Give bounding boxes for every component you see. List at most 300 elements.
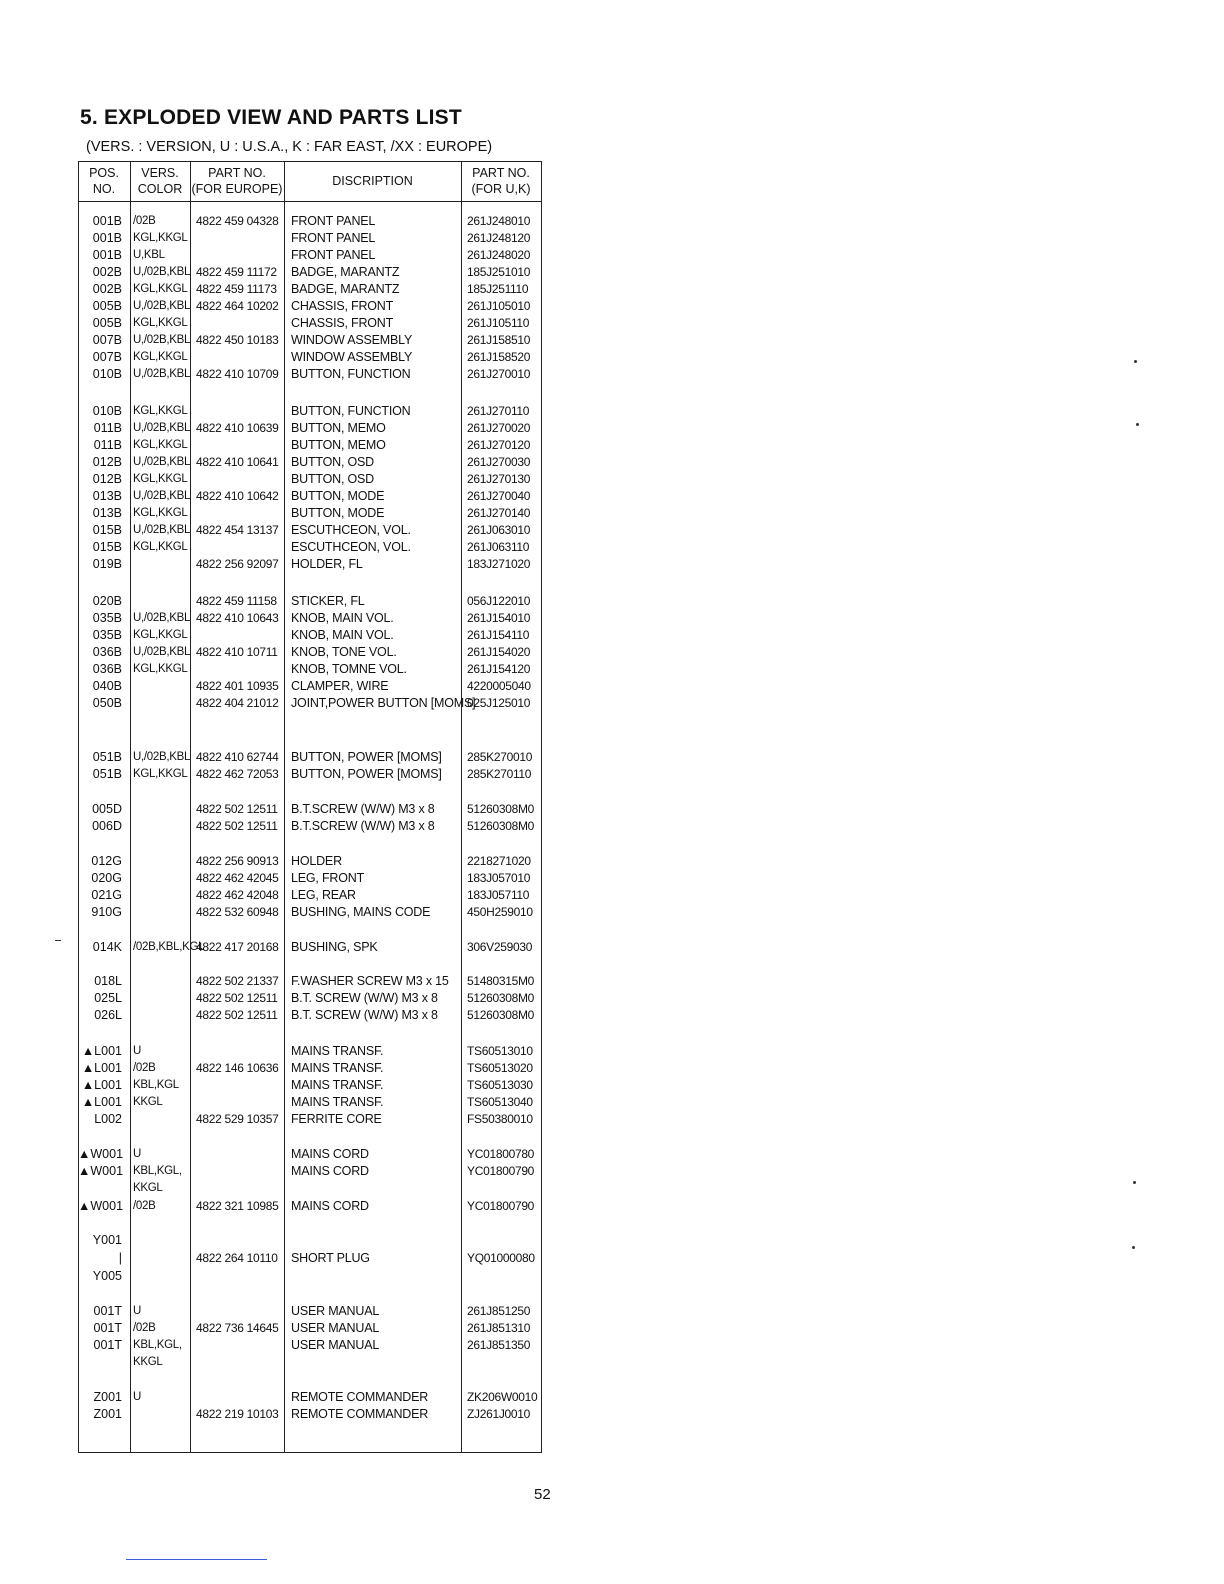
table-row <box>78 556 542 573</box>
version-legend: (VERS. : VERSION, U : U.S.A., K : FAR EAST, /XX : EUROPE) <box>86 139 493 155</box>
part-no-uk-cell: 025J125010 <box>467 696 531 710</box>
description-cell: USER MANUAL <box>291 1338 380 1352</box>
table-row <box>78 939 542 956</box>
part-no-uk-cell: 4220005040 <box>467 679 531 693</box>
part-no-uk-cell: 261J270030 <box>467 455 531 469</box>
header-vers-line1: VERS. <box>141 166 179 180</box>
table-row <box>78 1303 542 1320</box>
description-cell: LEG, FRONT <box>291 871 365 885</box>
pos-cell: 001B <box>92 214 122 228</box>
version-cell: U <box>133 1045 142 1057</box>
part-no-uk-cell: ZJ261J0010 <box>467 1407 531 1421</box>
pos-cell: 012G <box>91 854 122 868</box>
part-no-uk-cell: TS60513020 <box>467 1061 533 1075</box>
part-no-uk-cell: TS60513040 <box>467 1095 533 1109</box>
pos-cell: ▲W001 <box>78 1199 124 1213</box>
part-no-uk-cell: TS60513030 <box>467 1078 533 1092</box>
pos-cell: 007B <box>92 333 122 347</box>
part-no-uk-cell: 261J154010 <box>467 611 531 625</box>
table-row <box>78 420 542 437</box>
pos-cell: 006D <box>92 819 122 833</box>
pos-cell: 012B <box>92 472 122 486</box>
part-no-uk-cell: 261J851250 <box>467 1304 531 1318</box>
pos-cell: Z001 <box>93 1390 122 1404</box>
part-no-europe-cell: 4822 410 10642 <box>196 489 279 503</box>
part-no-europe-cell: 4822 401 10935 <box>196 679 279 693</box>
description-cell: SHORT PLUG <box>291 1251 370 1265</box>
table-row <box>78 818 542 835</box>
pos-cell: 020G <box>91 871 122 885</box>
version-cell: KBL,KGL, <box>133 1339 182 1351</box>
table-row <box>78 488 542 505</box>
description-cell: ESCUTHCEON, VOL. <box>291 523 411 537</box>
table-row <box>78 454 542 471</box>
part-no-uk-cell: 261J105110 <box>467 316 530 330</box>
description-cell: KNOB, MAIN VOL. <box>291 611 394 625</box>
pos-cell: 910G <box>91 905 122 919</box>
description-cell: FRONT PANEL <box>291 231 376 245</box>
part-no-uk-cell: 183J271020 <box>467 557 531 571</box>
version-cell: /02B <box>133 1322 156 1334</box>
version-cell: /02B <box>133 1200 156 1212</box>
part-no-uk-cell: 261J270040 <box>467 489 531 503</box>
description-cell: CHASSIS, FRONT <box>291 299 394 313</box>
header-pos <box>78 161 130 201</box>
part-no-uk-cell: 185J251010 <box>467 265 531 279</box>
table-row <box>78 1250 542 1267</box>
part-no-europe-cell: 4822 502 12511 <box>196 1008 278 1022</box>
version-cell: /02B <box>133 215 156 227</box>
table-row <box>78 766 542 783</box>
version-cell: KGL,KKGL <box>133 541 188 553</box>
table-row <box>78 1406 542 1423</box>
pos-cell: 001B <box>92 231 122 245</box>
description-cell: MAINS TRANSF. <box>291 1095 384 1109</box>
version-cell: U <box>133 1305 142 1317</box>
part-no-europe-cell: 4822 410 10709 <box>196 367 279 381</box>
table-row <box>78 1146 542 1163</box>
part-no-uk-cell: 51480315M0 <box>467 974 535 988</box>
part-no-europe-cell: 4822 502 21337 <box>196 974 279 988</box>
table-row <box>78 627 542 644</box>
header-partno-uk-line2: (FOR U,K) <box>471 182 531 196</box>
version-cell: KGL,KKGL <box>133 473 188 485</box>
description-cell: REMOTE COMMANDER <box>291 1390 429 1404</box>
table-row <box>78 1007 542 1024</box>
part-no-uk-cell: YC01800790 <box>467 1164 535 1178</box>
pos-cell: 025L <box>94 991 122 1005</box>
table-row <box>78 887 542 904</box>
page-title: 5. EXPLODED VIEW AND PARTS LIST <box>80 106 462 129</box>
table-row <box>78 973 542 990</box>
description-cell: BUTTON, MEMO <box>291 438 386 452</box>
version-cell: U <box>133 1391 142 1403</box>
pos-cell: ▲W001 <box>78 1164 124 1178</box>
description-cell: JOINT,POWER BUTTON [MOMS] <box>291 696 476 710</box>
version-cell: U,/02B,KBL <box>133 368 191 380</box>
pos-cell: 015B <box>92 523 122 537</box>
part-no-europe-cell: 4822 146 10636 <box>196 1061 279 1075</box>
table-row <box>78 332 542 349</box>
table-bottom-border <box>78 1452 542 1453</box>
header-partno-uk-line1: PART NO. <box>472 166 530 180</box>
description-cell: MAINS CORD <box>291 1199 369 1213</box>
part-no-uk-cell: 261J158520 <box>467 350 531 364</box>
description-cell: BUTTON, OSD <box>291 472 374 486</box>
part-no-uk-cell: 261J851350 <box>467 1338 531 1352</box>
version-cell: KKGL <box>133 1356 163 1368</box>
part-no-uk-cell: 261J270020 <box>467 421 531 435</box>
description-cell: MAINS CORD <box>291 1164 369 1178</box>
part-no-uk-cell: 261J270120 <box>467 438 531 452</box>
part-no-uk-cell: 261J248120 <box>467 231 531 245</box>
version-cell: U,/02B,KBL <box>133 422 191 434</box>
part-no-europe-cell: 4822 502 12511 <box>196 802 278 816</box>
description-cell: HOLDER <box>291 854 342 868</box>
pos-cell: 011B <box>93 438 122 452</box>
version-cell: U,/02B,KBL <box>133 612 191 624</box>
pos-cell: Y001 <box>92 1233 122 1247</box>
version-cell: U,KBL <box>133 249 165 261</box>
pos-cell: 005D <box>92 802 122 816</box>
table-row <box>78 661 542 678</box>
part-no-uk-cell: 261J154020 <box>467 645 531 659</box>
table-row <box>78 1043 542 1060</box>
pos-cell: 035B <box>92 611 122 625</box>
table-row <box>78 247 542 264</box>
pos-cell: | <box>118 1251 122 1265</box>
pos-cell: 005B <box>92 316 122 330</box>
part-no-europe-cell: 4822 502 12511 <box>196 819 278 833</box>
pos-cell: Y005 <box>92 1269 122 1283</box>
part-no-uk-cell: 51260308M0 <box>467 802 535 816</box>
description-cell: USER MANUAL <box>291 1321 380 1335</box>
pos-cell: 010B <box>92 367 122 381</box>
description-cell: HOLDER, FL <box>291 557 363 571</box>
pos-cell: Z001 <box>93 1407 122 1421</box>
part-no-europe-cell: 4822 410 10641 <box>196 455 279 469</box>
part-no-europe-cell: 4822 256 92097 <box>196 557 279 571</box>
part-no-europe-cell: 4822 459 04328 <box>196 214 279 228</box>
part-no-europe-cell: 4822 410 10711 <box>196 645 278 659</box>
table-row <box>78 315 542 332</box>
part-no-uk-cell: 261J063010 <box>467 523 531 537</box>
version-cell: U,/02B,KBL <box>133 456 191 468</box>
version-cell: KGL,KKGL <box>133 232 188 244</box>
scan-speck <box>1133 1181 1136 1184</box>
part-no-uk-cell: 450H259010 <box>467 905 533 919</box>
description-cell: REMOTE COMMANDER <box>291 1407 429 1421</box>
pos-cell: 036B <box>92 662 122 676</box>
description-cell: WINDOW ASSEMBLY <box>291 333 413 347</box>
header-vers <box>130 161 190 201</box>
table-row <box>78 990 542 1007</box>
table-row <box>78 1198 542 1215</box>
scan-speck <box>55 940 61 941</box>
part-no-uk-cell: 183J057110 <box>467 888 530 902</box>
part-no-europe-cell: 4822 502 12511 <box>196 991 278 1005</box>
pos-cell: 014K <box>92 940 122 954</box>
version-cell: KKGL <box>133 1182 163 1194</box>
version-cell: KGL,KKGL <box>133 283 188 295</box>
part-no-europe-cell: 4822 450 10183 <box>196 333 279 347</box>
pos-cell: 050B <box>92 696 122 710</box>
table-row <box>78 749 542 766</box>
pos-cell: 001T <box>93 1338 122 1352</box>
description-cell: BUSHING, MAINS CODE <box>291 905 431 919</box>
description-cell: FERRITE CORE <box>291 1112 382 1126</box>
version-cell: KKGL <box>133 1096 163 1108</box>
part-no-uk-cell: YC01800780 <box>467 1147 535 1161</box>
part-no-uk-cell: TS60513010 <box>467 1044 533 1058</box>
table-row <box>78 695 542 712</box>
table-row <box>78 1060 542 1077</box>
version-cell: KGL,KKGL <box>133 768 188 780</box>
description-cell: BUTTON, MEMO <box>291 421 386 435</box>
version-cell: KGL,KKGL <box>133 663 188 675</box>
description-cell: CHASSIS, FRONT <box>291 316 394 330</box>
part-no-europe-cell: 4822 454 13137 <box>196 523 279 537</box>
description-cell: CLAMPER, WIRE <box>291 679 389 693</box>
part-no-uk-cell: 261J154110 <box>467 628 530 642</box>
pos-cell: 051B <box>92 767 122 781</box>
description-cell: KNOB, TOMNE VOL. <box>291 662 407 676</box>
version-cell: U,/02B,KBL <box>133 266 191 278</box>
version-cell: KBL,KGL <box>133 1079 179 1091</box>
table-row <box>78 505 542 522</box>
part-no-uk-cell: 51260308M0 <box>467 991 535 1005</box>
pos-cell: 002B <box>92 265 122 279</box>
table-row <box>78 870 542 887</box>
part-no-europe-cell: 4822 417 20168 <box>196 940 279 954</box>
table-row <box>78 610 542 627</box>
table-row <box>78 1094 542 1111</box>
version-cell: KGL,KKGL <box>133 507 188 519</box>
version-cell: U,/02B,KBL <box>133 751 191 763</box>
pos-cell: 011B <box>93 421 122 435</box>
part-no-europe-cell: 4822 410 10639 <box>196 421 279 435</box>
part-no-uk-cell: 261J154120 <box>467 662 531 676</box>
pos-cell: 007B <box>92 350 122 364</box>
part-no-europe-cell: 4822 529 10357 <box>196 1112 279 1126</box>
version-cell: /02B,KBL,KGL <box>133 941 205 953</box>
header-divider <box>78 201 542 202</box>
pos-cell: 012B <box>92 455 122 469</box>
description-cell: B.T. SCREW (W/W) M3 x 8 <box>291 1008 438 1022</box>
pos-cell: 035B <box>92 628 122 642</box>
pos-cell: ▲L001 <box>81 1095 122 1109</box>
description-cell: F.WASHER SCREW M3 x 15 <box>291 974 449 988</box>
part-no-europe-cell: 4822 462 72053 <box>196 767 279 781</box>
header-description-text: DISCRIPTION <box>332 174 413 188</box>
pos-cell: 021G <box>91 888 122 902</box>
part-no-europe-cell: 4822 321 10985 <box>196 1199 279 1213</box>
table-row <box>78 1337 542 1354</box>
scan-speck <box>1136 423 1139 426</box>
part-no-europe-cell: 4822 532 60948 <box>196 905 279 919</box>
part-no-uk-cell: 185J251110 <box>467 282 529 296</box>
pos-cell: 036B <box>92 645 122 659</box>
part-no-uk-cell: 261J851310 <box>467 1321 531 1335</box>
version-cell: U,/02B,KBL <box>133 524 191 536</box>
part-no-uk-cell: 285K270110 <box>467 767 532 781</box>
description-cell: STICKER, FL <box>291 594 365 608</box>
version-cell: KGL,KKGL <box>133 629 188 641</box>
pos-cell: 013B <box>92 506 122 520</box>
pos-cell: 013B <box>92 489 122 503</box>
part-no-uk-cell: 51260308M0 <box>467 1008 535 1022</box>
version-cell: U <box>133 1148 142 1160</box>
pos-cell: 010B <box>92 404 122 418</box>
part-no-uk-cell: 261J270010 <box>467 367 531 381</box>
pos-cell: 005B <box>92 299 122 313</box>
pos-cell: 001B <box>92 248 122 262</box>
pos-cell: ▲W001 <box>78 1147 124 1161</box>
parts-table <box>78 161 542 1453</box>
table-row <box>78 298 542 315</box>
pos-cell: 026L <box>94 1008 122 1022</box>
part-no-europe-cell: 4822 462 42045 <box>196 871 279 885</box>
pos-cell: 040B <box>92 679 122 693</box>
description-cell: KNOB, MAIN VOL. <box>291 628 394 642</box>
description-cell: FRONT PANEL <box>291 248 376 262</box>
part-no-europe-cell: 4822 219 10103 <box>196 1407 279 1421</box>
version-cell: KGL,KKGL <box>133 405 188 417</box>
page-number: 52 <box>534 1486 551 1503</box>
part-no-uk-cell: 261J270140 <box>467 506 531 520</box>
description-cell: LEG, REAR <box>291 888 356 902</box>
description-cell: MAINS TRANSF. <box>291 1044 384 1058</box>
part-no-europe-cell: 4822 459 11173 <box>196 282 277 296</box>
description-cell: BUTTON, OSD <box>291 455 374 469</box>
description-cell: BADGE, MARANTZ <box>291 282 400 296</box>
part-no-uk-cell: 261J158510 <box>467 333 531 347</box>
description-cell: KNOB, TONE VOL. <box>291 645 397 659</box>
footer-rule <box>126 1559 267 1560</box>
part-no-uk-cell: 51260308M0 <box>467 819 535 833</box>
part-no-europe-cell: 4822 462 42048 <box>196 888 279 902</box>
version-cell: KGL,KKGL <box>133 439 188 451</box>
version-cell: U,/02B,KBL <box>133 300 191 312</box>
description-cell: BUTTON, POWER [MOMS] <box>291 750 442 764</box>
part-no-europe-cell: 4822 459 11172 <box>196 265 277 279</box>
description-cell: B.T. SCREW (W/W) M3 x 8 <box>291 991 438 1005</box>
table-row <box>78 1232 542 1249</box>
header-vers-line2: COLOR <box>137 182 183 196</box>
part-no-europe-cell: 4822 459 11158 <box>196 594 277 608</box>
part-no-uk-cell: 056J122010 <box>467 594 531 608</box>
version-cell: U,/02B,KBL <box>133 490 191 502</box>
table-row <box>78 1389 542 1406</box>
table-row <box>78 230 542 247</box>
table-row <box>78 644 542 661</box>
table-row <box>78 593 542 610</box>
table-row <box>78 853 542 870</box>
part-no-uk-cell: 261J248020 <box>467 248 531 262</box>
table-row <box>78 522 542 539</box>
table-row <box>78 471 542 488</box>
description-cell: WINDOW ASSEMBLY <box>291 350 413 364</box>
header-description <box>284 161 461 201</box>
version-cell: KGL,KKGL <box>133 317 188 329</box>
header-partno-line1: PART NO. <box>208 166 266 180</box>
part-no-uk-cell: ZK206W0010 <box>467 1390 538 1404</box>
pos-cell: 001T <box>93 1304 122 1318</box>
table-row <box>78 678 542 695</box>
table-row <box>78 349 542 366</box>
table-row <box>78 801 542 818</box>
version-cell: KGL,KKGL <box>133 351 188 363</box>
description-cell: ESCUTHCEON, VOL. <box>291 540 411 554</box>
table-row <box>78 1268 542 1285</box>
table-row <box>78 403 542 420</box>
part-no-europe-cell: 4822 736 14645 <box>196 1321 279 1335</box>
part-no-uk-cell: 261J270130 <box>467 472 531 486</box>
pos-cell: 019B <box>92 557 122 571</box>
part-no-uk-cell: FS50380010 <box>467 1112 533 1126</box>
pos-cell: ▲L001 <box>81 1078 122 1092</box>
description-cell: MAINS CORD <box>291 1147 369 1161</box>
table-row <box>78 264 542 281</box>
table-row <box>78 1180 542 1197</box>
header-partno-europe <box>190 161 284 201</box>
pos-cell: 001T <box>93 1321 122 1335</box>
part-no-uk-cell: 183J057010 <box>467 871 531 885</box>
part-no-uk-cell: 261J063110 <box>467 540 530 554</box>
version-cell: U,/02B,KBL <box>133 646 191 658</box>
pos-cell: ▲L001 <box>81 1061 122 1075</box>
header-partno-line2: (FOR EUROPE) <box>191 182 283 196</box>
pos-cell: ▲L001 <box>81 1044 122 1058</box>
description-cell: USER MANUAL <box>291 1304 380 1318</box>
part-no-uk-cell: 306V259030 <box>467 940 533 954</box>
description-cell: MAINS TRANSF. <box>291 1061 384 1075</box>
scan-speck <box>1134 360 1137 363</box>
part-no-europe-cell: 4822 464 10202 <box>196 299 279 313</box>
description-cell: BUTTON, MODE <box>291 489 385 503</box>
pos-cell: 051B <box>92 750 122 764</box>
description-cell: B.T.SCREW (W/W) M3 x 8 <box>291 819 435 833</box>
part-no-uk-cell: YC01800790 <box>467 1199 535 1213</box>
part-no-uk-cell: 285K270010 <box>467 750 533 764</box>
description-cell: BUSHING, SPK <box>291 940 378 954</box>
table-row <box>78 1111 542 1128</box>
part-no-uk-cell: YQ01000080 <box>467 1251 535 1265</box>
part-no-europe-cell: 4822 410 62744 <box>196 750 279 764</box>
description-cell: MAINS TRANSF. <box>291 1078 384 1092</box>
pos-cell: 015B <box>92 540 122 554</box>
description-cell: BUTTON, FUNCTION <box>291 367 411 381</box>
description-cell: BUTTON, POWER [MOMS] <box>291 767 442 781</box>
pos-cell: 002B <box>92 282 122 296</box>
description-cell: BUTTON, MODE <box>291 506 385 520</box>
version-cell: U,/02B,KBL <box>133 334 191 346</box>
part-no-uk-cell: 2218271020 <box>467 854 531 868</box>
table-row <box>78 437 542 454</box>
description-cell: BADGE, MARANTZ <box>291 265 400 279</box>
version-cell: KBL,KGL, <box>133 1165 182 1177</box>
header-pos-line1: POS. <box>89 166 119 180</box>
table-row <box>78 1163 542 1180</box>
table-row <box>78 281 542 298</box>
table-row <box>78 366 542 383</box>
table-row <box>78 539 542 556</box>
pos-cell: 018L <box>94 974 122 988</box>
part-no-europe-cell: 4822 410 10643 <box>196 611 279 625</box>
scan-speck <box>1132 1246 1135 1249</box>
table-row <box>78 213 542 230</box>
table-row <box>78 904 542 921</box>
